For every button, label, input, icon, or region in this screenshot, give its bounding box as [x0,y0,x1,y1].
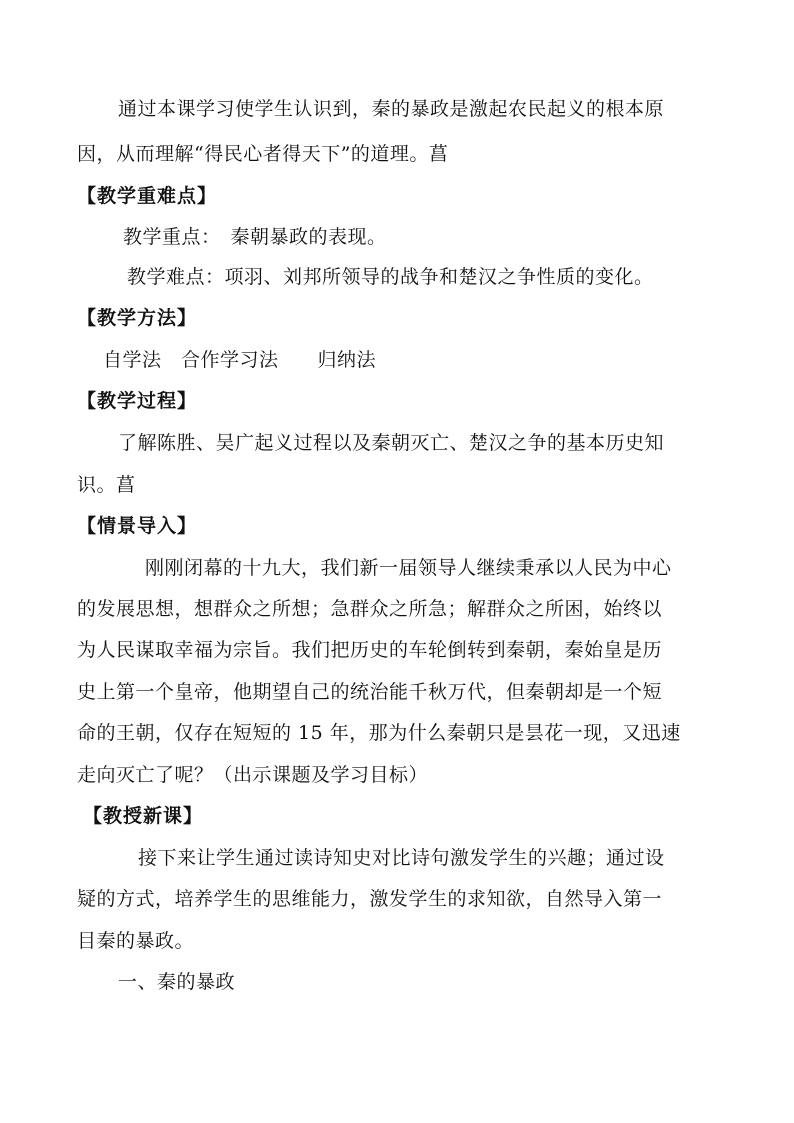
objective-line-1: 通过本课学习使学生认识到，秦的暴政是激起农民起义的根本原 [118,98,665,120]
heading-methods: 【教学方法】 [77,307,198,329]
objective-line-2: 因，从而理解“得民心者得天下”的道理。菖 [77,143,449,165]
heading-intro: 【情景导入】 [77,515,198,537]
key-point-focus: 教学重点： 秦朝暴政的表现。 [123,226,387,248]
intro-line-5: 命的王朝，仅存在短短的 15 年，那为什么秦朝只是昙花一现，又迅速 [77,722,681,744]
heading-new-lesson: 【教授新课】 [83,805,204,827]
key-point-difficulty: 教学难点：项羽、刘邦所领导的战争和楚汉之争性质的变化。 [127,266,654,288]
section-heading-qin-tyranny: 一、秦的暴政 [118,971,236,993]
intro-line-4: 史上第一个皇帝，他期望自己的统治能千秋万代，但秦朝却是一个短 [77,681,663,703]
new-lesson-line-1: 接下来让学生通过读诗知史对比诗句激发学生的兴趣；通过设 [138,847,665,869]
process-line-1: 了解陈胜、吴广起义过程以及秦朝灭亡、楚汉之争的基本历史知 [118,432,665,454]
methods-list: 自学法 合作学习法 归纳法 [103,349,377,371]
intro-line-1: 刚刚闭幕的十九大，我们新一届领导人继续秉承以人民为中心 [145,557,672,579]
process-line-2: 识。菖 [77,474,136,496]
intro-line-6: 走向灭亡了呢？（出示课题及学习目标） [77,764,429,786]
new-lesson-line-3: 目秦的暴政。 [77,930,195,952]
heading-key-points: 【教学重难点】 [77,185,218,207]
heading-process: 【教学过程】 [77,390,198,412]
new-lesson-line-2: 疑的方式，培养学生的思维能力，激发学生的求知欲，自然导入第一 [77,888,663,910]
intro-line-3: 为人民谋取幸福为宗旨。我们把历史的车轮倒转到秦朝，秦始皇是历 [77,639,663,661]
intro-line-2: 的发展思想，想群众之所想；急群众之所急；解群众之所困，始终以 [77,598,663,620]
